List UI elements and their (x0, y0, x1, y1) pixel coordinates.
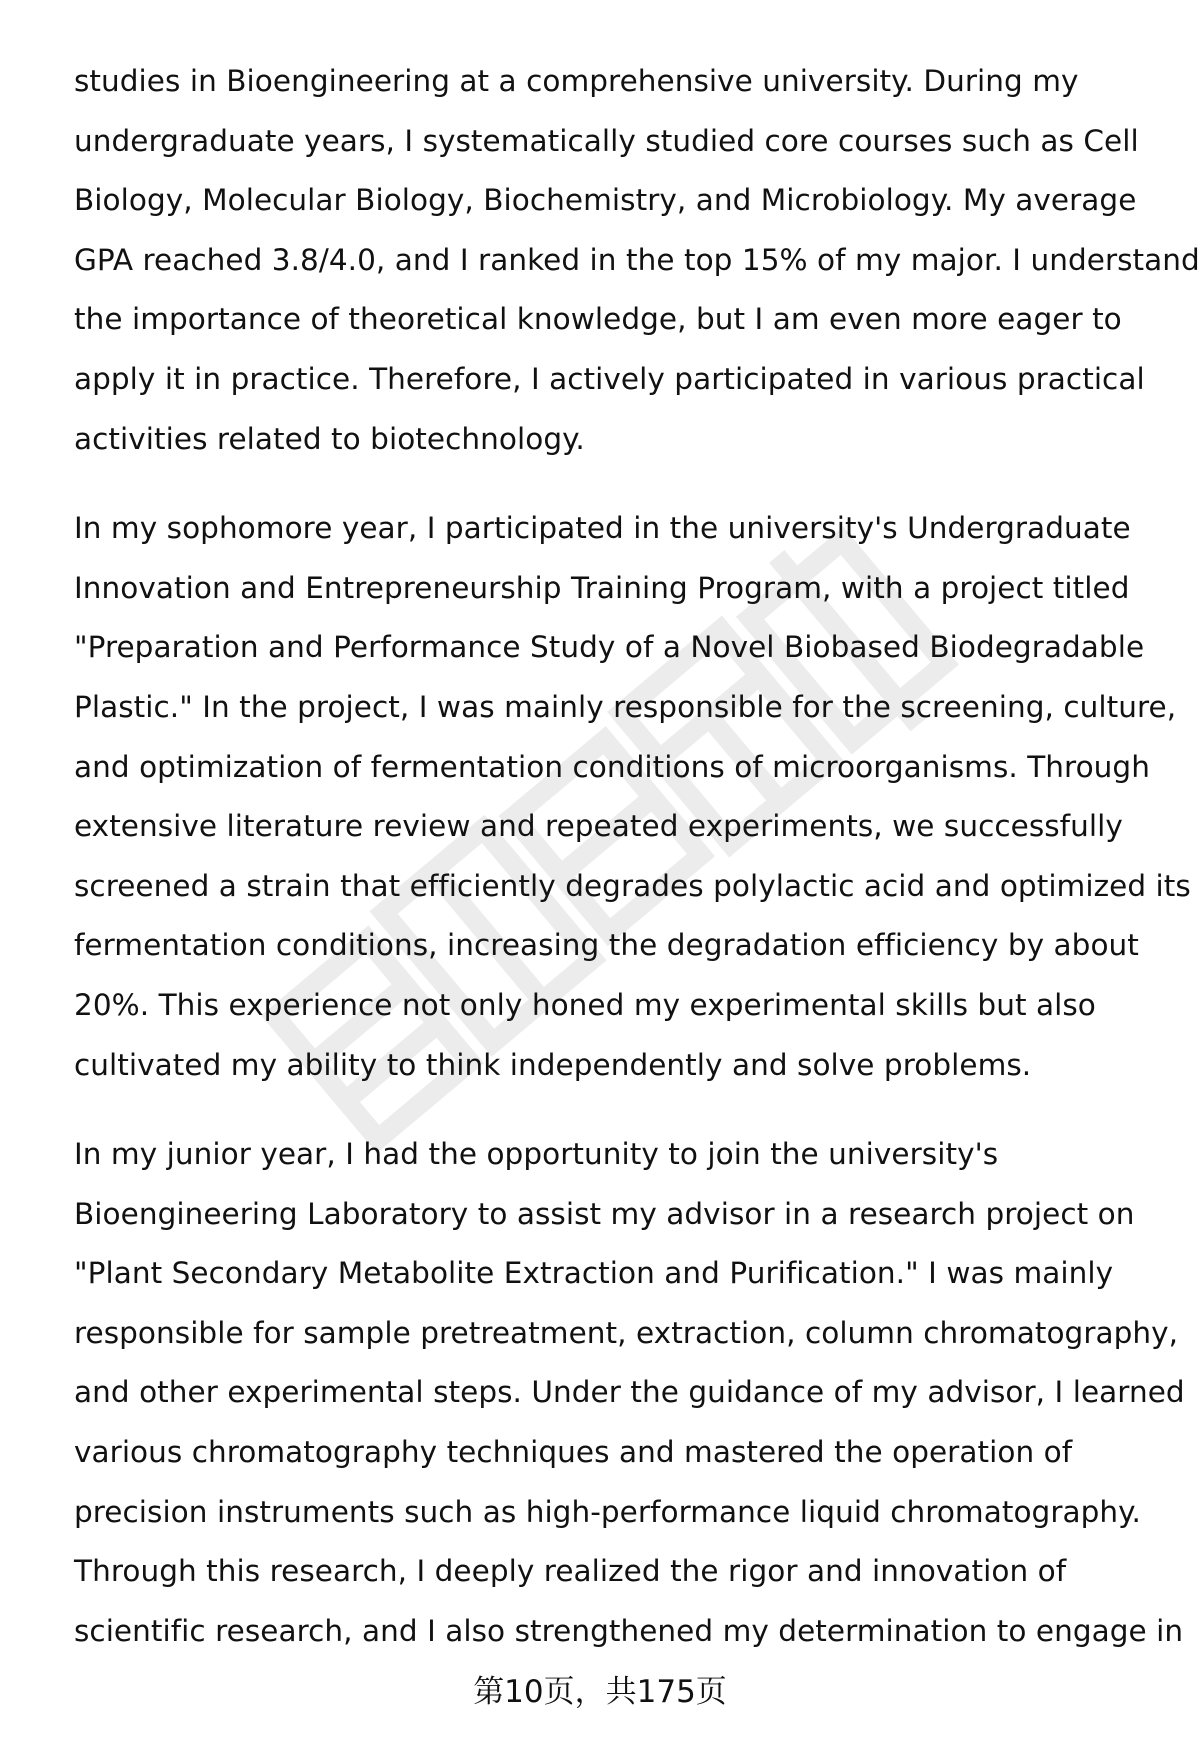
text-line: the importance of theoretical knowledge, but I am even more eager to (74, 302, 1122, 337)
text-line: In my junior year, I had the opportunity to join the university's (74, 1137, 999, 1172)
paragraph-3 (74, 1125, 1185, 1661)
text-line: scientific research, and I also strengthened my determination to engage in (74, 1613, 1184, 1648)
text-line: Plastic." In the project, I was mainly responsible for the screening, culture, (74, 689, 1177, 724)
text-line: screened a strain that efficiently degrades polylactic acid and optimized its (74, 868, 1191, 903)
text-line: In my sophomore year, I participated in the university's Undergraduate (74, 511, 1131, 546)
paragraph-2 (74, 499, 1191, 1095)
text-line: various chromatography techniques and mastered the operation of (74, 1435, 1073, 1470)
text-line: extensive literature review and repeated experiments, we successfully (74, 809, 1123, 844)
text-line: precision instruments such as high-performance liquid chromatography. (74, 1494, 1141, 1529)
text-line: 20%. This experience not only honed my experimental skills but also (74, 987, 1096, 1022)
text-line: and optimization of fermentation conditions of microorganisms. Through (74, 749, 1150, 784)
text-line: and other experimental steps. Under the guidance of my advisor, I learned (74, 1375, 1185, 1410)
text-line: studies in Bioengineering at a comprehensive university. During my (74, 64, 1079, 98)
document-body (74, 52, 1200, 1691)
text-line: apply it in practice. Therefore, I actively participated in various practical (74, 361, 1145, 396)
text-line: activities related to biotechnology. (74, 421, 585, 456)
page-number: 第10页，共175页 (473, 1674, 727, 1710)
text-line: "Plant Secondary Metabolite Extraction and Purification." I was mainly (74, 1256, 1114, 1291)
text-line: undergraduate years, I systematically studied core courses such as Cell (74, 123, 1139, 158)
text-line: Bioengineering Laboratory to assist my advisor in a research project on (74, 1196, 1135, 1231)
text-line: Biology, Molecular Biology, Biochemistry, and Microbiology. My average (74, 183, 1137, 218)
text-line: Innovation and Entrepreneurship Training Program, with a project titled (74, 570, 1130, 605)
text-line: cultivated my ability to think independently and solve problems. (74, 1047, 1032, 1082)
text-line: Through this research, I deeply realized the rigor and innovation of (74, 1554, 1067, 1589)
paragraph-1 (74, 52, 1200, 469)
text-line: GPA reached 3.8/4.0, and I ranked in the top 15% of my major. I understand (74, 242, 1200, 277)
text-line: fermentation conditions, increasing the degradation efficiency by about (74, 928, 1139, 963)
text-line: "Preparation and Performance Study of a Novel Biobased Biodegradable (74, 630, 1145, 665)
text-line: responsible for sample pretreatment, extraction, column chromatography, (74, 1315, 1179, 1350)
